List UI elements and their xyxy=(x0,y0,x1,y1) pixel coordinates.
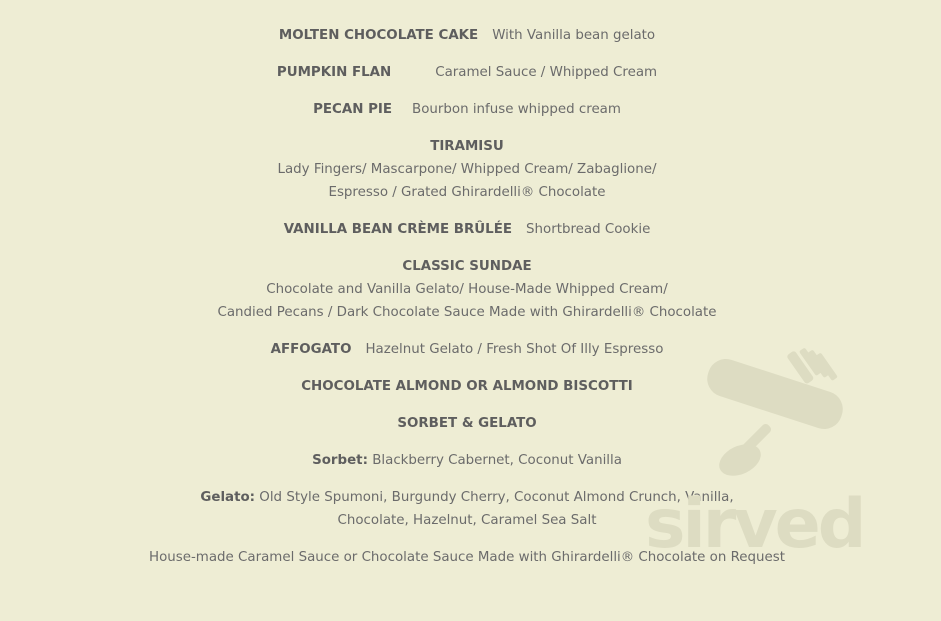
menu-item xyxy=(0,218,934,241)
item-name: VANILLA BEAN CRÈME BRÛLÉE xyxy=(283,222,513,237)
utensils-icon xyxy=(645,345,895,495)
watermark-text: sirved xyxy=(645,485,864,564)
item-description: Bourbon infuse whipped cream xyxy=(412,102,621,117)
item-name: AFFOGATO xyxy=(270,342,352,357)
footer-note: House-made Caramel Sauce or Chocolate Sauce Made with Ghirardelli® Chocolate on Request xyxy=(149,550,785,565)
item-description: Shortbread Cookie xyxy=(526,222,651,237)
item-description-line: Candied Pecans / Dark Chocolate Sauce Made with Ghirardelli® Chocolate xyxy=(217,305,717,320)
item-description-line: Chocolate and Vanilla Gelato/ House-Made Whipped Cream/ xyxy=(266,282,668,297)
item-name: PECAN PIE xyxy=(313,102,393,117)
menu-item xyxy=(0,61,934,84)
item-name: CLASSIC SUNDAE xyxy=(402,259,532,274)
menu-item xyxy=(0,135,934,204)
sorbet-text: Blackberry Cabernet, Coconut Vanilla xyxy=(372,453,622,468)
item-description-line: Lady Fingers/ Mascarpone/ Whipped Cream/ Zabaglione/ xyxy=(277,162,657,177)
item-name: SORBET & GELATO xyxy=(397,416,537,431)
gelato-label: Gelato: xyxy=(200,490,256,505)
item-description: Caramel Sauce / Whipped Cream xyxy=(435,65,658,80)
item-name: CHOCOLATE ALMOND OR ALMOND BISCOTTI xyxy=(301,379,633,394)
sirved-watermark xyxy=(645,345,895,564)
sorbet-label: Sorbet: xyxy=(312,453,368,468)
item-name: TIRAMISU xyxy=(430,139,504,154)
item-description: Hazelnut Gelato / Fresh Shot Of Illy Espresso xyxy=(365,342,664,357)
item-description-line: Espresso / Grated Ghirardelli® Chocolate xyxy=(328,185,606,200)
item-description: With Vanilla bean gelato xyxy=(492,28,656,43)
item-name: MOLTEN CHOCOLATE CAKE xyxy=(278,28,479,43)
item-name: PUMPKIN FLAN xyxy=(276,65,392,80)
gelato-text-line: Old Style Spumoni, Burgundy Cherry, Coconut Almond Crunch, Vanilla, xyxy=(259,490,734,505)
menu-item xyxy=(0,255,934,324)
menu-item xyxy=(0,98,934,121)
menu-item xyxy=(0,24,934,47)
gelato-text-line: Chocolate, Hazelnut, Caramel Sea Salt xyxy=(337,513,597,528)
